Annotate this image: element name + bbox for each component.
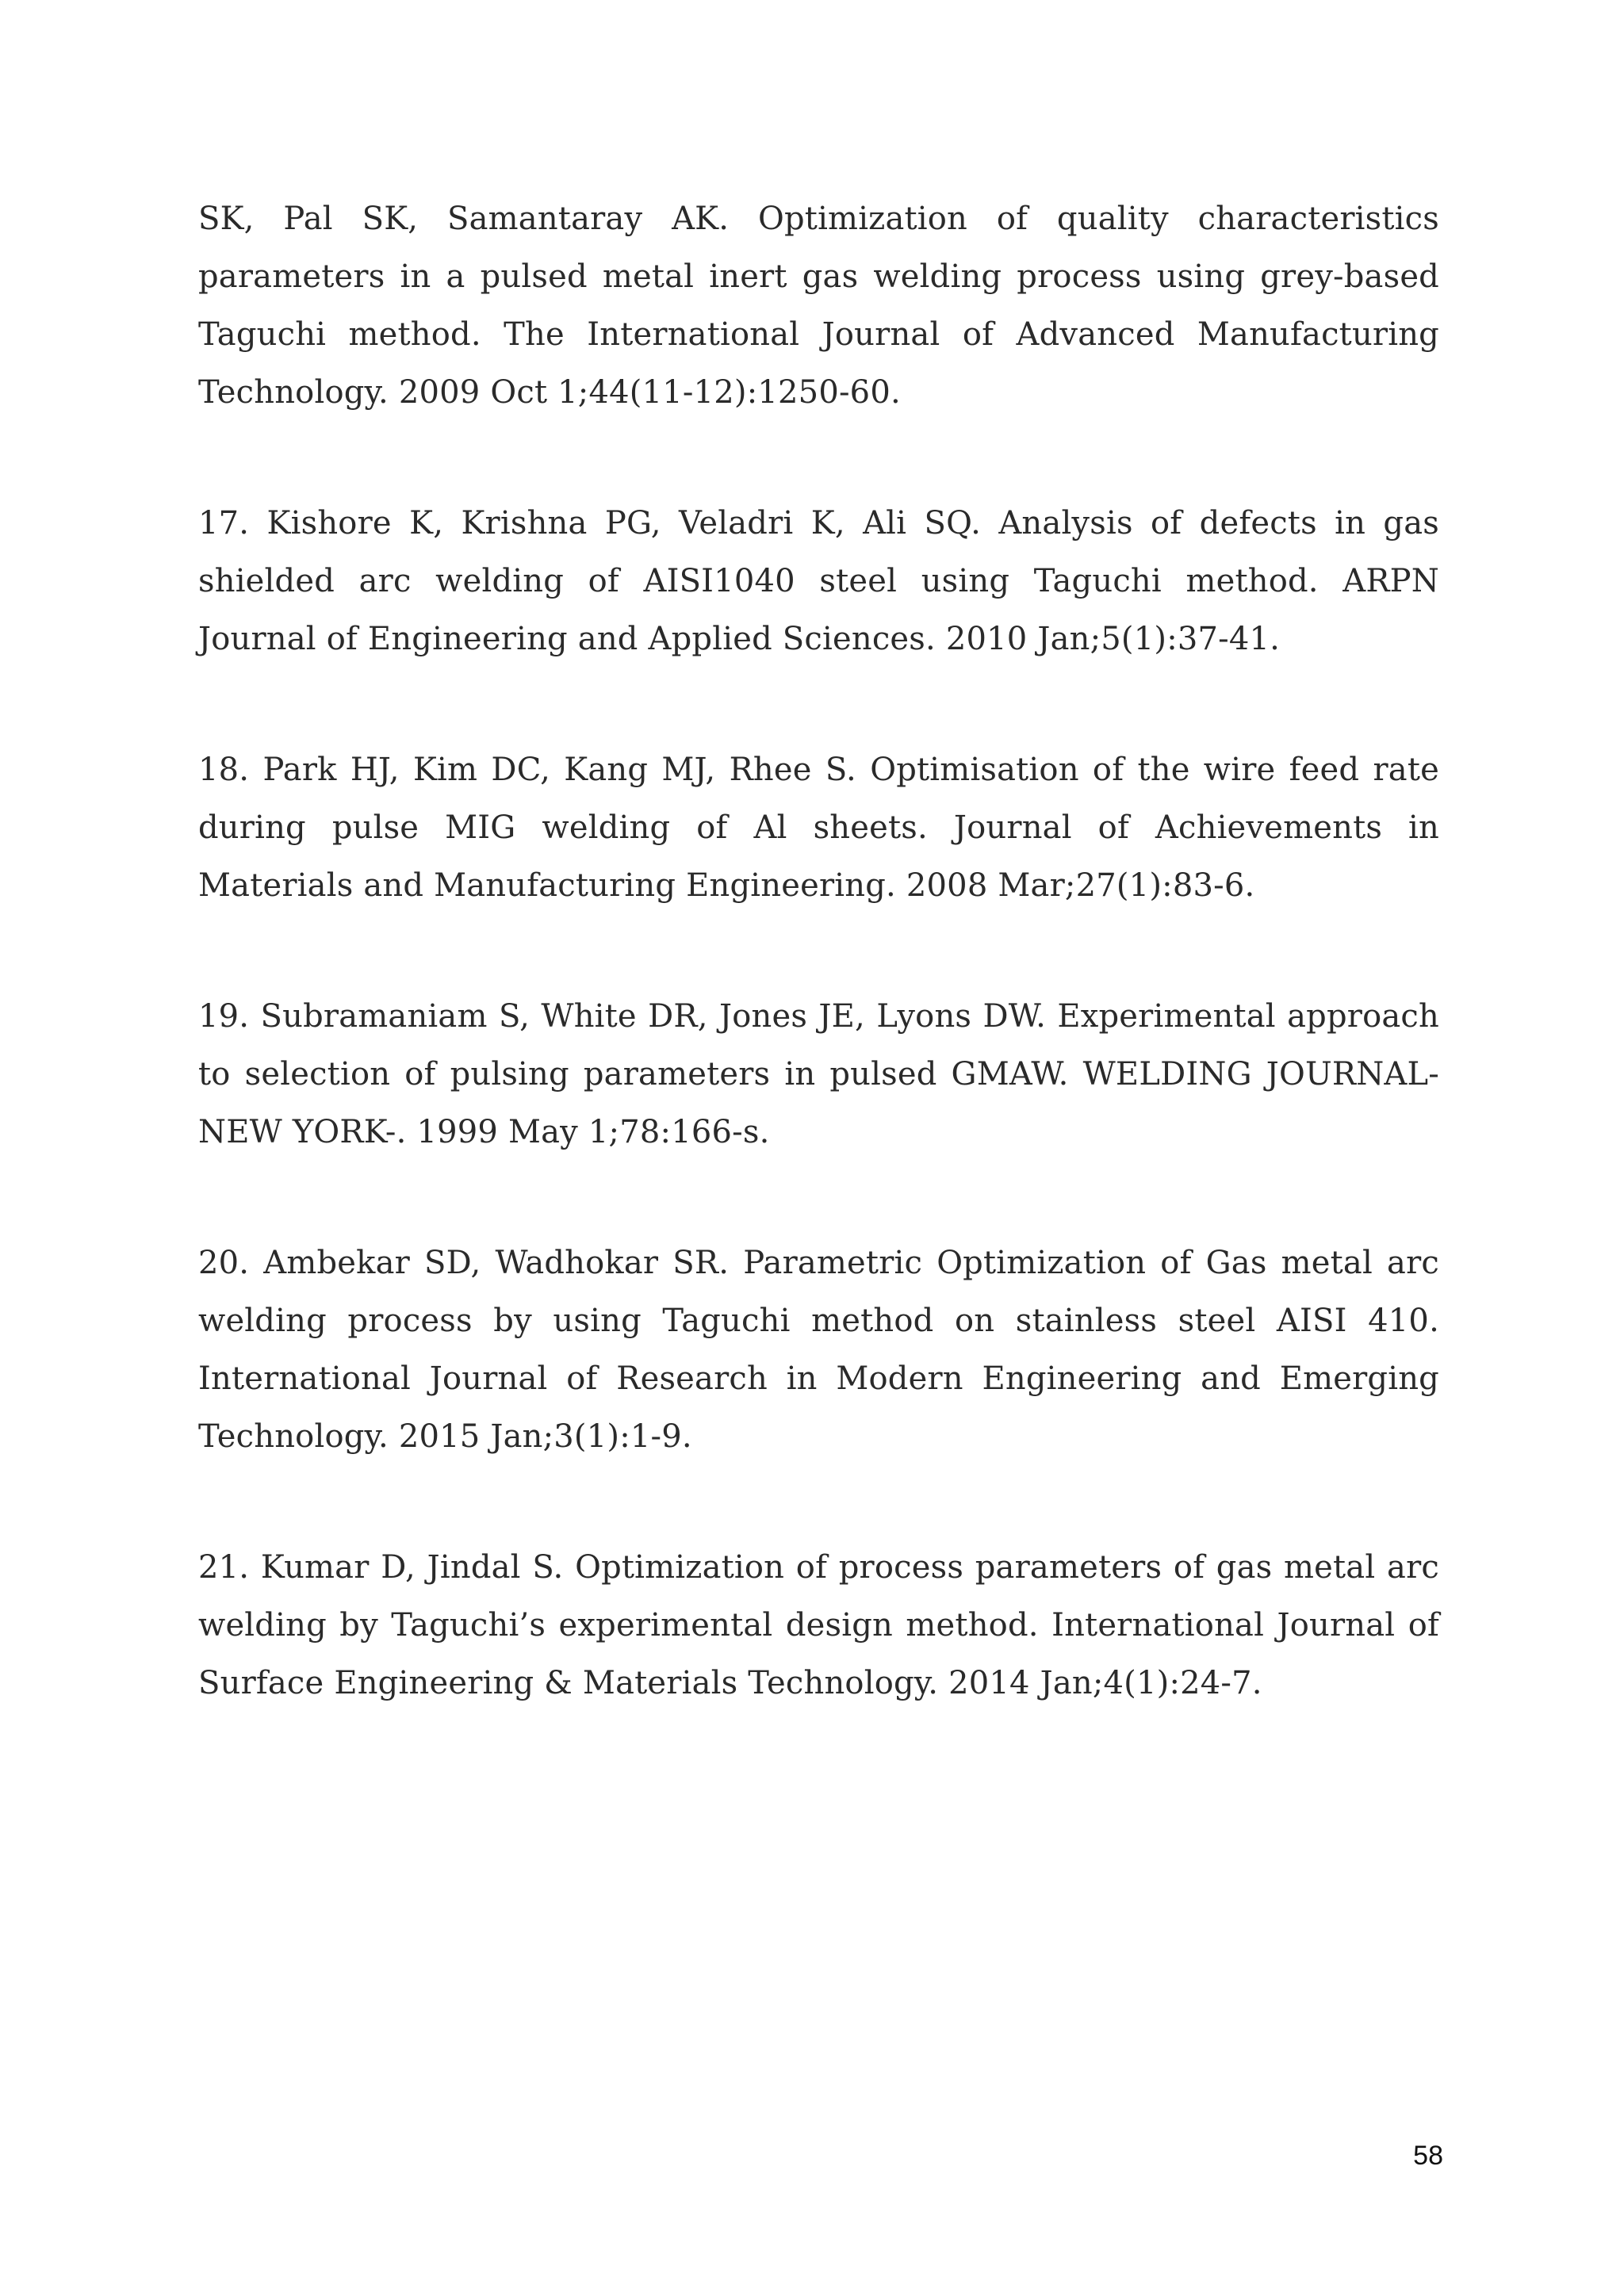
reference-entry-21: 21. Kumar D, Jindal S. Optimization of process parameters of gas metal arc welding by Taguchi’s experimental design method. International Journal of Surface Engineering & Materials Technology. 2014 Jan;4(1):24-7. — [198, 1549, 1439, 1701]
reference-list — [198, 190, 1439, 1785]
reference-entry-17: 17. Kishore K, Krishna PG, Veladri K, Ali SQ. Analysis of defects in gas shielded arc welding of AISI1040 steel using Taguchi method. ARPN Journal of Engineering and Applied Sciences. 2010 Jan;5(1):37-41. — [198, 505, 1439, 657]
reference-entry-19: 19. Subramaniam S, White DR, Jones JE, Lyons DW. Experimental approach to selection of pulsing parameters in pulsed GMAW. WELDING JOURNAL-NEW YORK-. 1999 May 1;78:166-s. — [198, 998, 1439, 1150]
page-number: 58 — [1413, 2141, 1443, 2171]
reference-entry-16-continued: SK, Pal SK, Samantaray AK. Optimization of quality characteristics parameters in a pulsed metal inert gas welding process using grey-based Taguchi method. The International Journal of Advanced Manufacturing Technology. 2009 Oct 1;44(11-12):1250-60. — [198, 201, 1439, 411]
reference-entry-20: 20. Ambekar SD, Wadhokar SR. Parametric Optimization of Gas metal arc welding process by using Taguchi method on stainless steel AISI 410. International Journal of Research in Modern Engineering and Emerging Technology. 2015 Jan;3(1):1-9. — [198, 1245, 1439, 1455]
reference-entry-18: 18. Park HJ, Kim DC, Kang MJ, Rhee S. Optimisation of the wire feed rate during pulse MIG welding of Al sheets. Journal of Achievements in Materials and Manufacturing Engineering. 2008 Mar;27(1):83-6. — [198, 752, 1439, 904]
